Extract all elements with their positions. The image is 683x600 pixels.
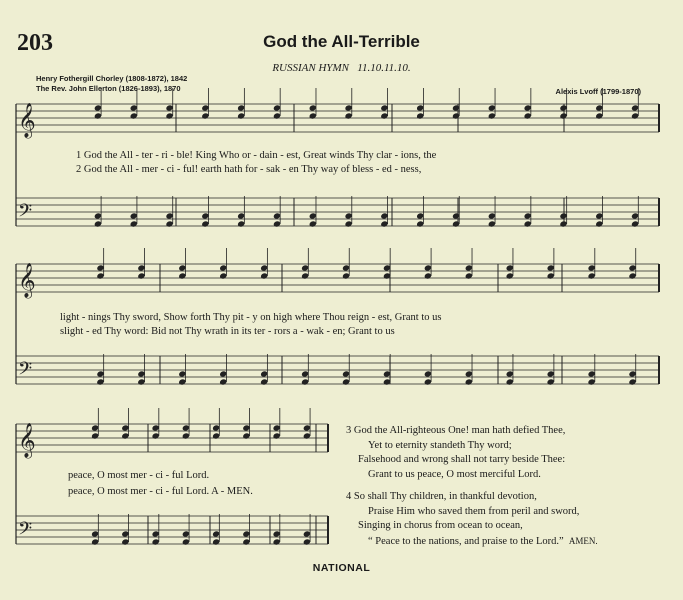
stanza-line: Falsehood and wrong shall not tarry beside Thee: <box>358 454 566 465</box>
hymn-number: 203 <box>17 30 53 56</box>
stanza-line: Praise Him who saved them from peril and sword, <box>368 505 580 517</box>
lyric-line: peace, O most mer - ci - ful Lord. <box>68 470 210 481</box>
words-credit: The Rev. John Ellerton (1826-1893), 1870 <box>36 84 181 93</box>
svg-text:𝄞: 𝄞 <box>18 263 36 298</box>
lyric-line: 1 God the All - ter - ri - ble! King Who or - dain - est, Great winds Thy clar - ions, the <box>76 150 437 161</box>
lyric-line: slight - ed Thy word: Bid not Thy wrath in its ter - rors a - wak - en; Grant to us <box>60 326 395 337</box>
stanza-number: 4 <box>346 491 352 502</box>
hymn-title: God the All-Terrible <box>263 32 420 51</box>
lyric-line: light - nings Thy sword, Show forth Thy pit - y on high where Thou reign - est, Grant to us <box>60 312 442 323</box>
stanza-4 <box>346 490 598 549</box>
stanza-line: Grant to us peace, O most merciful Lord. <box>368 468 541 480</box>
tune-name: RUSSIAN HYMN <box>272 62 350 74</box>
svg-text:𝄢: 𝄢 <box>18 201 33 226</box>
stanza-line: Singing in chorus from ocean to ocean, <box>358 520 523 531</box>
svg-text:𝄢: 𝄢 <box>18 519 33 544</box>
svg-text:𝄞: 𝄞 <box>18 423 36 458</box>
meter: 11.10.11.10. <box>357 62 411 74</box>
svg-text:𝄢: 𝄢 <box>18 359 33 384</box>
lyric-line: peace, O most mer - ci - ful Lord. A - MEN. <box>68 486 253 497</box>
stanza-line: “ Peace to the nations, and praise to the Lord.” <box>368 535 564 547</box>
svg-text:𝄞: 𝄞 <box>18 103 36 138</box>
footer-label: NATIONAL <box>312 562 371 574</box>
amen: AMEN. <box>568 535 598 546</box>
stanza-line: So shall Thy children, in thankful devotion, <box>353 491 537 502</box>
lyric-line: 2 God the All - mer - ci - ful! earth hath for - sak - en Thy way of bless - ed - ness, <box>76 164 422 175</box>
music-credit: Alexis Lvoff (1799-1870) <box>555 87 641 96</box>
words-credit: Henry Fothergill Chorley (1808-1872), 1842 <box>36 74 188 83</box>
stanza-line: God the All-righteous One! man hath defied Thee, <box>353 425 566 436</box>
stanza-number: 3 <box>346 425 352 436</box>
stanza-line: Yet to eternity standeth Thy word; <box>368 439 512 451</box>
stanza-3 <box>346 424 565 482</box>
